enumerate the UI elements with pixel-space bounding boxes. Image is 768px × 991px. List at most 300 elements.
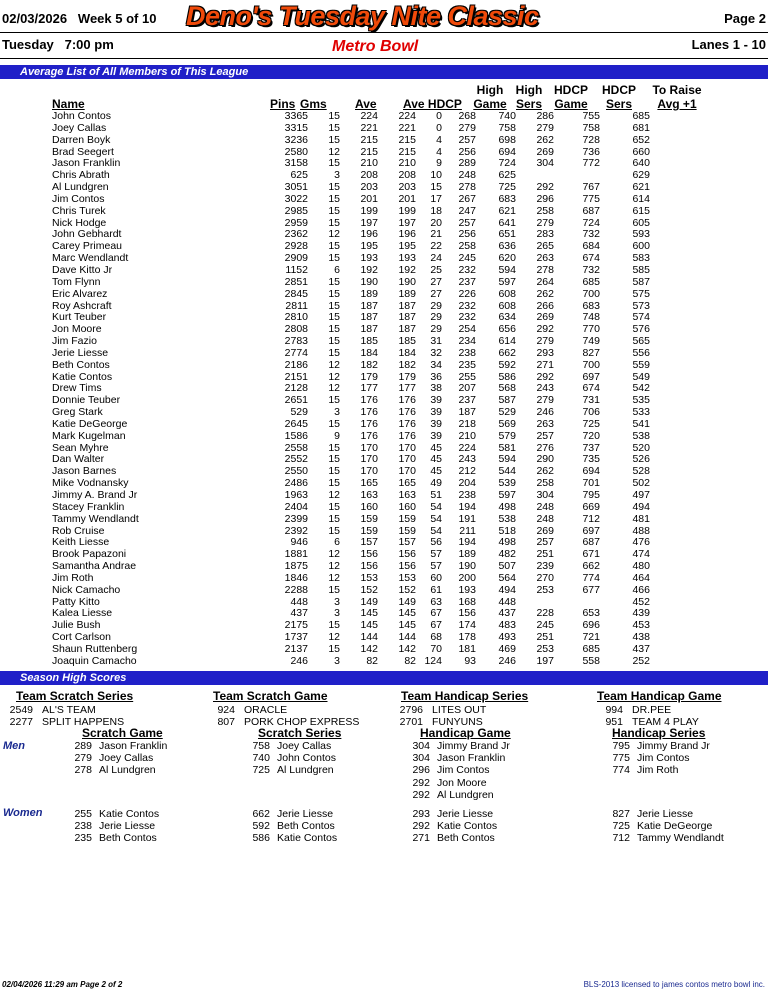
cell-high-game: 232 — [458, 263, 476, 276]
cell-name: Kalea Liesse — [52, 607, 113, 620]
cell-hdcp-series: 724 — [582, 216, 600, 229]
cell-average: 145 — [360, 607, 378, 620]
team-section-title: Team Handicap Series — [401, 689, 529, 703]
cell-games: 15 — [328, 240, 340, 253]
individual-score: 740 — [252, 752, 270, 765]
table-row — [0, 502, 650, 514]
cell-high-series: 594 — [498, 453, 516, 466]
cell-games: 15 — [328, 642, 340, 655]
cell-hdcp-series: 701 — [582, 477, 600, 490]
cell-pins: 2959 — [284, 216, 308, 229]
cell-name: Mark Kugelman — [52, 429, 126, 442]
cell-high-game: 191 — [458, 512, 476, 525]
cell-pins: 529 — [290, 406, 308, 419]
cell-high-game: 258 — [458, 240, 476, 253]
cell-pins: 2558 — [284, 441, 308, 454]
cell-hdcp-series: 749 — [582, 335, 600, 348]
cell-hdcp-series: 706 — [582, 406, 600, 419]
cell-handicap: 25 — [430, 263, 442, 276]
cell-name: Joey Callas — [52, 121, 107, 134]
cell-handicap: 9 — [436, 157, 442, 170]
cell-high-game: 226 — [458, 287, 476, 300]
cell-hdcp-game: 279 — [536, 121, 554, 134]
cell-ave-hdcp: 185 — [398, 335, 416, 348]
cell-games: 15 — [328, 417, 340, 430]
cell-handicap: 18 — [430, 204, 442, 217]
cell-name: Sean Myhre — [52, 441, 109, 454]
cell-hdcp-series: 732 — [582, 263, 600, 276]
cell-hdcp-game: 269 — [536, 145, 554, 158]
cell-ave-hdcp: 170 — [398, 453, 416, 466]
table-row — [0, 194, 650, 206]
col-header-ave-hdcp: Ave HDCP — [403, 97, 462, 111]
cell-hdcp-series: 674 — [582, 252, 600, 265]
table-row — [0, 123, 650, 135]
cell-hdcp-game: 266 — [536, 299, 554, 312]
col-header-gms: Gms — [300, 97, 327, 111]
page-number: Page 2 — [724, 11, 766, 26]
cell-pins: 3236 — [284, 133, 308, 146]
individual-score: 827 — [612, 808, 630, 820]
cell-ave-hdcp: 176 — [398, 417, 416, 430]
cell-hdcp-game: 251 — [536, 631, 554, 644]
cell-hdcp-series: 737 — [582, 441, 600, 454]
cell-to-raise: 574 — [632, 311, 650, 324]
cell-handicap: 67 — [430, 619, 442, 632]
col-header-to-raise-l1: To Raise — [652, 83, 702, 97]
bowler-name: Beth Contos — [277, 820, 335, 833]
col-header-pins: Pins — [270, 97, 296, 111]
bowler-name: Jerie Liesse — [637, 808, 694, 820]
cell-games: 15 — [328, 133, 340, 146]
cell-high-series: 662 — [498, 346, 516, 359]
cell-name: Dan Walter — [52, 453, 105, 466]
cell-name: Keith Liesse — [52, 536, 110, 549]
cell-high-series: 507 — [498, 560, 516, 573]
cell-average: 179 — [360, 370, 378, 383]
cell-hdcp-series: 697 — [582, 370, 600, 383]
team-score: 2549 — [9, 704, 33, 716]
report-date-week — [2, 11, 156, 26]
cell-hdcp-series: 758 — [582, 121, 600, 134]
cell-games: 12 — [328, 631, 340, 644]
cell-pins: 2985 — [284, 204, 308, 217]
cell-ave-hdcp: 152 — [398, 583, 416, 596]
cell-name: John Contos — [52, 110, 111, 122]
cell-handicap: 57 — [430, 548, 442, 561]
individual-score: 592 — [252, 820, 270, 833]
cell-to-raise: 542 — [632, 382, 650, 395]
cell-high-game: 235 — [458, 358, 476, 371]
bowler-name: Jerie Liesse — [437, 808, 494, 820]
cell-hdcp-series: 700 — [582, 287, 600, 300]
cell-pins: 2186 — [284, 358, 308, 371]
team-name: DR.PEE — [632, 704, 672, 716]
cell-hdcp-game: 246 — [536, 406, 554, 419]
cell-to-raise: 526 — [632, 453, 650, 466]
team-section-title: Team Handicap Game — [597, 689, 722, 703]
cell-hdcp-series: 774 — [582, 571, 600, 584]
bowler-name: John Contos — [277, 752, 336, 765]
cell-to-raise: 615 — [632, 204, 650, 217]
week-label: Week 5 of 10 — [77, 11, 157, 26]
cell-pins: 2404 — [284, 500, 308, 513]
cell-high-game: 232 — [458, 299, 476, 312]
report-date: 02/03/2026 — [2, 11, 68, 26]
cell-ave-hdcp: 215 — [398, 145, 416, 158]
cell-ave-hdcp: 144 — [398, 631, 416, 644]
cell-games: 15 — [328, 453, 340, 466]
cell-name: Brook Papazoni — [52, 548, 127, 561]
cell-hdcp-game: 264 — [536, 275, 554, 288]
cell-ave-hdcp: 142 — [398, 642, 416, 655]
team-name: AL'S TEAM — [42, 704, 96, 716]
cell-handicap: 27 — [430, 275, 442, 288]
cell-hdcp-game: 293 — [536, 346, 554, 359]
bowler-name: Jon Moore — [437, 776, 487, 789]
cell-to-raise: 437 — [632, 642, 650, 655]
cell-pins: 2288 — [284, 583, 308, 596]
cell-pins: 3022 — [284, 192, 308, 205]
cell-handicap: 54 — [430, 524, 442, 537]
cell-handicap: 38 — [430, 382, 442, 395]
cell-to-raise: 621 — [632, 181, 650, 194]
women-label: Women — [3, 807, 43, 819]
bowler-name: Katie Contos — [437, 820, 498, 833]
cell-name: Chris Turek — [52, 204, 106, 217]
cell-games: 15 — [328, 335, 340, 348]
cell-name: Rob Cruise — [52, 524, 105, 537]
cell-games: 15 — [328, 275, 340, 288]
cell-hdcp-game: 279 — [536, 394, 554, 407]
cell-high-series: 568 — [498, 382, 516, 395]
cell-games: 15 — [328, 299, 340, 312]
cell-hdcp-game: 278 — [536, 263, 554, 276]
table-row — [0, 514, 650, 526]
cell-name: Roy Ashcraft — [52, 299, 112, 312]
cell-high-series: 482 — [498, 548, 516, 561]
individual-score: 725 — [612, 820, 630, 833]
bowler-name: Jason Franklin — [99, 740, 168, 752]
cell-ave-hdcp: 215 — [398, 133, 416, 146]
cell-high-game: 256 — [458, 145, 476, 158]
cell-handicap: 32 — [430, 346, 442, 359]
cell-ave-hdcp: 201 — [398, 192, 416, 205]
team-name: FUNYUNS — [432, 715, 483, 728]
cell-name: Stacey Franklin — [52, 500, 125, 513]
cell-high-series: 614 — [498, 335, 516, 348]
cell-hdcp-series: 728 — [582, 133, 600, 146]
cell-high-series: 597 — [498, 489, 516, 501]
cell-to-raise: 528 — [632, 465, 650, 478]
cell-games: 15 — [328, 583, 340, 596]
cell-hdcp-game: 258 — [536, 204, 554, 217]
cell-to-raise: 466 — [632, 583, 650, 596]
cell-to-raise: 541 — [632, 417, 650, 430]
cell-hdcp-game: 292 — [536, 181, 554, 194]
cell-high-series: 698 — [498, 133, 516, 146]
cell-high-series: 498 — [498, 536, 516, 549]
cell-ave-hdcp: 170 — [398, 441, 416, 454]
cell-average: 149 — [360, 595, 378, 608]
col-header-high-sers — [512, 83, 546, 111]
average-list-section-bar: Average List of All Members of This League — [0, 65, 768, 79]
table-row — [0, 431, 650, 443]
cell-high-series: 569 — [498, 417, 516, 430]
cell-high-game: 194 — [458, 500, 476, 513]
individual-score: 775 — [612, 752, 630, 765]
cell-high-series: 498 — [498, 500, 516, 513]
cell-hdcp-game: 270 — [536, 571, 554, 584]
cell-to-raise: 681 — [632, 121, 650, 134]
cell-name: Katie Contos — [52, 370, 113, 383]
cell-handicap: 45 — [430, 465, 442, 478]
team-score: 2796 — [399, 704, 423, 716]
lanes-label: Lanes 1 - 10 — [691, 37, 766, 52]
cell-pins: 2552 — [284, 453, 308, 466]
day-label: Tuesday — [2, 37, 54, 52]
col-header-hdcp-sers-l1: HDCP — [601, 83, 636, 97]
cell-to-raise: 573 — [632, 299, 650, 312]
cell-games: 12 — [328, 489, 340, 501]
cell-ave-hdcp: 203 — [398, 181, 416, 194]
cell-name: Brad Seegert — [52, 145, 114, 158]
cell-to-raise: 640 — [632, 157, 650, 170]
cell-handicap: 45 — [430, 453, 442, 466]
cell-ave-hdcp: 176 — [398, 429, 416, 442]
cell-name: Julie Bush — [52, 619, 101, 632]
cell-hdcp-game: 258 — [536, 477, 554, 490]
individual-score: 238 — [74, 820, 92, 833]
cell-high-game: 218 — [458, 417, 476, 430]
cell-high-game: 212 — [458, 465, 476, 478]
cell-hdcp-series: 725 — [582, 417, 600, 430]
cell-pins: 2175 — [284, 619, 308, 632]
cell-average: 215 — [360, 145, 378, 158]
header-divider-2 — [0, 58, 768, 59]
cell-high-series: 469 — [498, 642, 516, 655]
cell-ave-hdcp: 156 — [398, 548, 416, 561]
cell-hdcp-game: 292 — [536, 323, 554, 336]
cell-ave-hdcp: 187 — [398, 299, 416, 312]
cell-games: 12 — [328, 370, 340, 383]
cell-high-game: 237 — [458, 394, 476, 407]
table-row — [0, 289, 650, 301]
cell-ave-hdcp: 187 — [398, 323, 416, 336]
individual-score: 304 — [412, 740, 430, 752]
cell-games: 15 — [328, 323, 340, 336]
cell-hdcp-game: 248 — [536, 512, 554, 525]
cell-to-raise: 252 — [632, 654, 650, 667]
cell-high-game: 204 — [458, 477, 476, 490]
cell-average: 152 — [360, 583, 378, 596]
col-header-hdcp-sers-l2: Sers — [605, 97, 633, 111]
cell-average: 201 — [360, 192, 378, 205]
cell-hdcp-game: 197 — [536, 654, 554, 667]
cell-handicap: 54 — [430, 512, 442, 525]
cell-handicap: 36 — [430, 370, 442, 383]
table-row — [0, 419, 650, 431]
cell-high-series: 621 — [498, 204, 516, 217]
cell-average: 144 — [360, 631, 378, 644]
cell-hdcp-series: 772 — [582, 157, 600, 170]
bowler-name: Jerie Liesse — [99, 820, 156, 833]
average-list-table — [0, 111, 650, 668]
cell-high-series: 651 — [498, 228, 516, 241]
cell-high-series: 246 — [498, 654, 516, 667]
cell-high-series: 587 — [498, 394, 516, 407]
cell-hdcp-game: 279 — [536, 216, 554, 229]
cell-high-game: 174 — [458, 619, 476, 632]
cell-to-raise: 593 — [632, 228, 650, 241]
cell-high-game: 243 — [458, 453, 476, 466]
cell-hdcp-game: 263 — [536, 252, 554, 265]
cell-ave-hdcp: 193 — [398, 252, 416, 265]
footer-print-info: 02/04/2026 11:29 am Page 2 of 2 — [2, 980, 123, 989]
bowler-name: Katie DeGeorge — [637, 820, 713, 833]
cell-high-game: 189 — [458, 548, 476, 561]
cell-hdcp-series: 687 — [582, 536, 600, 549]
cell-high-series: 493 — [498, 631, 516, 644]
cell-average: 153 — [360, 571, 378, 584]
cell-average: 187 — [360, 311, 378, 324]
bowler-name: Al Lundgren — [99, 764, 156, 777]
cell-high-series: 597 — [498, 275, 516, 288]
cell-name: Beth Contos — [52, 358, 110, 371]
individual-score: 289 — [74, 740, 92, 752]
cell-hdcp-series: 795 — [582, 489, 600, 501]
cell-hdcp-game: 286 — [536, 110, 554, 122]
cell-hdcp-game: 251 — [536, 548, 554, 561]
cell-ave-hdcp: 157 — [398, 536, 416, 549]
cell-ave-hdcp: 176 — [398, 406, 416, 419]
individual-score: 662 — [252, 808, 270, 820]
cell-high-game: 257 — [458, 133, 476, 146]
cell-hdcp-series: 748 — [582, 311, 600, 324]
cell-handicap: 39 — [430, 406, 442, 419]
cell-high-series: 758 — [498, 121, 516, 134]
cell-pins: 2845 — [284, 287, 308, 300]
cell-hdcp-series: 720 — [582, 429, 600, 442]
cell-games: 12 — [328, 145, 340, 158]
cell-pins: 3315 — [284, 121, 308, 134]
cell-high-series: 634 — [498, 311, 516, 324]
cell-handicap: 39 — [430, 417, 442, 430]
cell-pins: 2128 — [284, 382, 308, 395]
cell-handicap: 10 — [430, 169, 442, 182]
cell-hdcp-game: 265 — [536, 240, 554, 253]
cell-to-raise: 538 — [632, 429, 650, 442]
cell-average: 177 — [360, 382, 378, 395]
col-header-high-game — [472, 83, 508, 111]
cell-hdcp-game: 271 — [536, 358, 554, 371]
cell-pins: 1586 — [284, 429, 308, 442]
cell-games: 15 — [328, 500, 340, 513]
cell-ave-hdcp: 145 — [398, 619, 416, 632]
cell-hdcp-game: 262 — [536, 465, 554, 478]
cell-name: Shaun Ruttenberg — [52, 642, 138, 655]
team-score: 924 — [217, 704, 235, 716]
cell-games: 15 — [328, 252, 340, 265]
schedule — [2, 37, 114, 52]
cell-games: 3 — [334, 406, 340, 419]
cell-handicap: 20 — [430, 216, 442, 229]
cell-to-raise: 565 — [632, 335, 650, 348]
bowler-name: Jimmy Brand Jr — [437, 740, 510, 752]
cell-games: 12 — [328, 560, 340, 573]
cell-high-game: 156 — [458, 607, 476, 620]
cell-to-raise: 652 — [632, 133, 650, 146]
cell-to-raise: 480 — [632, 560, 650, 573]
cell-high-series: 683 — [498, 192, 516, 205]
cell-high-series: 529 — [498, 406, 516, 419]
cell-average: 182 — [360, 358, 378, 371]
cell-pins: 2909 — [284, 252, 308, 265]
individual-score: 304 — [412, 752, 430, 765]
cell-average: 82 — [366, 654, 378, 667]
cell-high-series: 636 — [498, 240, 516, 253]
cell-games: 15 — [328, 216, 340, 229]
team-section-title: Team Scratch Game — [213, 689, 328, 703]
team-score: 2701 — [399, 715, 423, 728]
cell-pins: 2651 — [284, 394, 308, 407]
bowler-name: Jim Contos — [637, 752, 690, 765]
cell-average: 195 — [360, 240, 378, 253]
cell-handicap: 27 — [430, 287, 442, 300]
cell-high-game: 193 — [458, 583, 476, 596]
cell-high-game: 268 — [458, 110, 476, 122]
cell-hdcp-series: 700 — [582, 358, 600, 371]
individual-score: 795 — [612, 740, 630, 752]
cell-hdcp-game: 304 — [536, 489, 554, 501]
cell-average: 176 — [360, 429, 378, 442]
cell-high-series: 625 — [498, 169, 516, 182]
cell-handicap: 56 — [430, 536, 442, 549]
cell-to-raise: 549 — [632, 370, 650, 383]
cell-to-raise: 605 — [632, 216, 650, 229]
table-row — [0, 135, 650, 147]
cell-pins: 2362 — [284, 228, 308, 241]
cell-average: 176 — [360, 417, 378, 430]
cell-to-raise: 629 — [632, 169, 650, 182]
cell-name: Mike Vodnansky — [52, 477, 129, 490]
cell-to-raise: 481 — [632, 512, 650, 525]
cell-high-series: 740 — [498, 110, 516, 122]
cell-hdcp-series: 767 — [582, 181, 600, 194]
cell-high-game: 238 — [458, 346, 476, 359]
cell-ave-hdcp: 184 — [398, 346, 416, 359]
cell-hdcp-game: 283 — [536, 228, 554, 241]
cell-high-game: 232 — [458, 311, 476, 324]
cell-high-series: 539 — [498, 477, 516, 490]
individual-score: 292 — [412, 776, 430, 789]
cell-high-game: 267 — [458, 192, 476, 205]
cell-ave-hdcp: 195 — [398, 240, 416, 253]
col-header-hdcp-game-l1: HDCP — [553, 83, 588, 97]
cell-pins: 2399 — [284, 512, 308, 525]
cell-hdcp-series: 669 — [582, 500, 600, 513]
cell-name: Cort Carlson — [52, 631, 111, 644]
cell-to-raise: 575 — [632, 287, 650, 300]
cell-ave-hdcp: 177 — [398, 382, 416, 395]
team-score: 951 — [605, 715, 623, 728]
cell-high-series: 608 — [498, 287, 516, 300]
team-score: 807 — [217, 715, 235, 728]
cell-games: 12 — [328, 228, 340, 241]
cell-name: Kurt Teuber — [52, 311, 107, 324]
cell-hdcp-series: 683 — [582, 299, 600, 312]
cell-hdcp-game: 228 — [536, 607, 554, 620]
